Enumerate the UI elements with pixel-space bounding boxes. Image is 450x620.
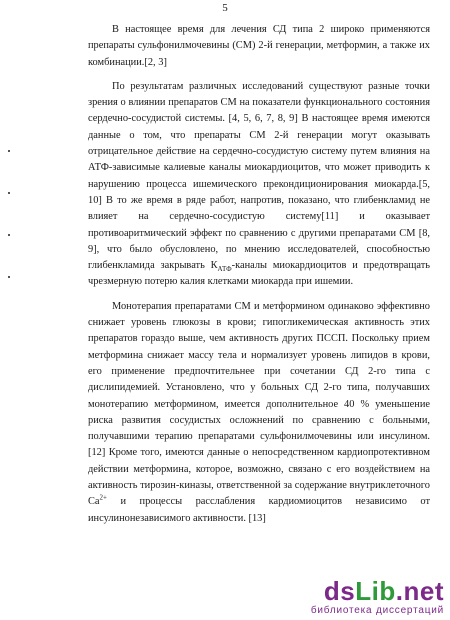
watermark-part-ds: ds (323, 576, 356, 606)
watermark-subtitle: библиотека диссертаций (310, 605, 444, 616)
paragraph-3-tail: и процессы расслабления кардиомиоцитов независимо от инсулинонезависимого активности. [13] (88, 496, 430, 524)
document-body (88, 22, 430, 527)
margin-mark (8, 150, 10, 152)
katf-subscript: АТФ (217, 265, 232, 274)
watermark-part-net: .net (395, 576, 444, 606)
margin-mark (8, 276, 10, 278)
margin-marks (8, 150, 14, 318)
paragraph-2-tail: -каналы миокардиоцитов и предотвращать чрезмерную потерю калия клетками миокарда при ишемии. (88, 260, 431, 288)
calcium-superscript: 2+ (99, 493, 107, 502)
margin-mark (8, 234, 10, 236)
paragraph-1: В настоящее время для лечения СД типа 2 широко применяются препараты сульфонилмочевины (СМ) 2-й генерации, метформин, а также их комбинации.[2, 3] (88, 24, 430, 68)
watermark-part-lib: Lib (355, 576, 396, 606)
watermark-logo-text (264, 577, 444, 605)
margin-mark (8, 192, 10, 194)
paragraph-3-text: Монотерапия препаратами СМ и метформином одинаково эффективно снижает уровень глюкозы в крови; гипогликемическая активность этих препаратов гораздо выше, чем активность других ПССП. Поскольку прием метформина снижает массу тела и нормализует уровень липидов в крови, его применение предпочтительнее при сочетании СД 2-го типа с дислипидемией. Установлено, что у больных СД 2-го типа, получавших монотерапию метформином, имеется дополнительное 40 % уменьшение риска развития сосудистых осложнений по сравнению с больными, получавшими терапию препаратами сульфонилмочевины или инсулином.[12] Кроме того, имеются данные о непосредственном кардиопротективном действии метформина, которое, возможно, связано с его воздействием на активность тирозин-киназы, ответственной за содержание внутриклеточного Ca (88, 300, 430, 508)
dslib-watermark-logo (264, 577, 444, 616)
paragraph-2-text: По результатам различных исследований существуют разные точки зрения о влиянии препаратов СМ на показатели функционального состояния сердечно-сосудистой системы. [4, 5, 6, 7, 8, 9] В настоящее время имеются данные о том, что препараты СМ 2-й генерации могут оказывать отрицательное действие на сердечно-сосудистую систему путем влияния на АТФ-зависимые калиевые каналы миокардиоцитов, что может приводить к нарушению процесса ишемического прекондиционирования миокарда.[5, 10] В то же время в ряде работ, напротив, показано, что глибенкламид не влияет на сердечно-сосудистую систему[11] и оказывает противоаритмический эффект по сравнению с другими препаратами СМ [8, 9], что было обусловлено, по мнению исследователей, способностью глибенкламида закрывать К (88, 80, 430, 272)
page-number: 5 (222, 2, 228, 14)
paragraph-3 (88, 299, 430, 527)
paragraph-2 (88, 79, 430, 291)
